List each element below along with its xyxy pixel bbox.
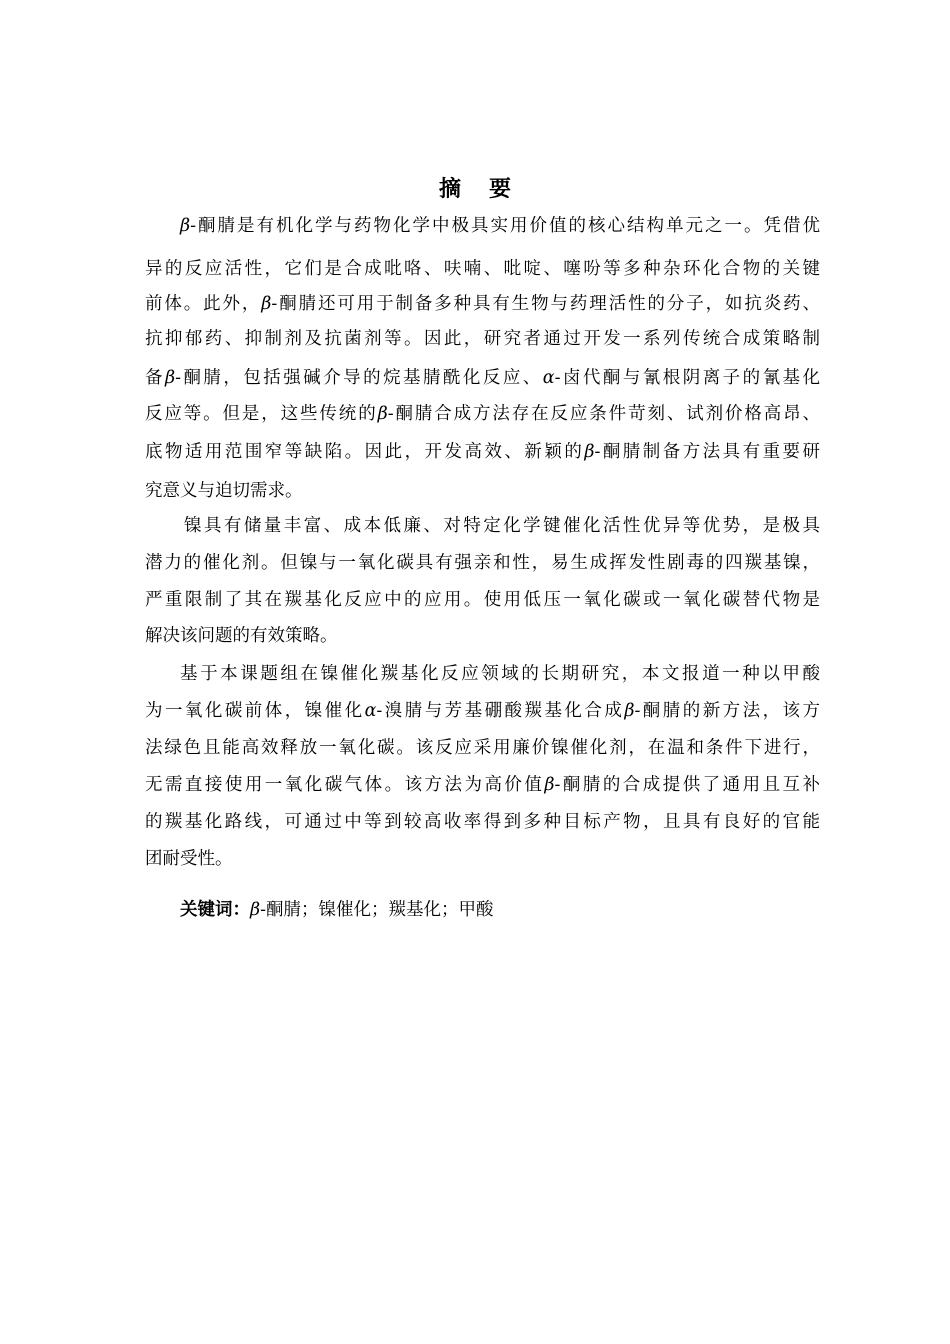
paragraph-1-line-5: 备β-酮腈，包括强碱介导的烷基腈酰化反应、α-卤代酮与氰根阴离子的氰基化 [145,368,820,388]
paragraph-2-line-3: 严重限制了其在羰基化反应中的应用。使用低压一氧化碳或一氧化碳替代物是 [145,590,820,610]
paragraph-3-line-5: 的羰基化路线，可通过中等到较高收率得到多种目标产物，且具有良好的官能 [145,812,820,832]
title-char-2: 要 [489,177,512,202]
keywords-text: -酮腈；镍催化；羰基化；甲酸 [260,900,494,920]
keywords-line: 关键词：β-酮腈；镍催化；羰基化；甲酸 [180,900,494,920]
abstract-title [0,174,950,206]
paragraph-2-line-4: 解决该问题的有效策略。 [145,626,338,646]
paragraph-1-line-3: 前体。此外，β-酮腈还可用于制备多种具有生物与药理活性的分子，如抗炎药、 [145,294,821,314]
keywords-label: 关键词： [180,900,250,920]
paragraph-3-line-6: 团耐受性。 [145,849,233,869]
paragraph-2-line-1: 镍具有储量丰富、成本低廉、对特定化学键催化活性优异等优势，是极具 [184,516,820,536]
paragraph-1-line-6: 反应等。但是，这些传统的β-酮腈合成方法存在反应条件苛刻、试剂价格高昂、 [145,404,820,424]
title-char-1: 摘 [438,177,461,202]
paragraph-1-line-7: 底物适用范围窄等缺陷。因此，开发高效、新颖的β-酮腈制备方法具有重要研 [145,442,821,462]
paragraph-1-line-4: 抗抑郁药、抑制剂及抗菌剂等。因此，研究者通过开发一系列传统合成策略制 [145,329,820,349]
paragraph-3-line-3: 法绿色且能高效释放一氧化碳。该反应采用廉价镍催化剂，在温和条件下进行， [145,738,820,758]
paragraph-3-line-4: 无需直接使用一氧化碳气体。该方法为高价值β-酮腈的合成提供了通用且互补 [145,775,820,795]
paragraph-3-line-1: 基于本课题组在镍催化羰基化反应领域的长期研究，本文报道一种以甲酸 [180,664,820,684]
paragraph-3-line-2: 为一氧化碳前体，镍催化α-溴腈与芳基硼酸羰基化合成β-酮腈的新方法，该方 [145,701,820,721]
paragraph-1-line-2: 异的反应活性，它们是合成吡咯、呋喃、吡啶、噻吩等多种杂环化合物的关键 [145,259,820,279]
paragraph-1-line-8: 究意义与迫切需求。 [145,481,303,501]
paragraph-2-line-2: 潜力的催化剂。但镍与一氧化碳具有强亲和性，易生成挥发性剧毒的四羰基镍， [145,553,820,573]
paragraph-1-line-1: β-酮腈是有机化学与药物化学中极具实用价值的核心结构单元之一。凭借优 [180,216,820,236]
